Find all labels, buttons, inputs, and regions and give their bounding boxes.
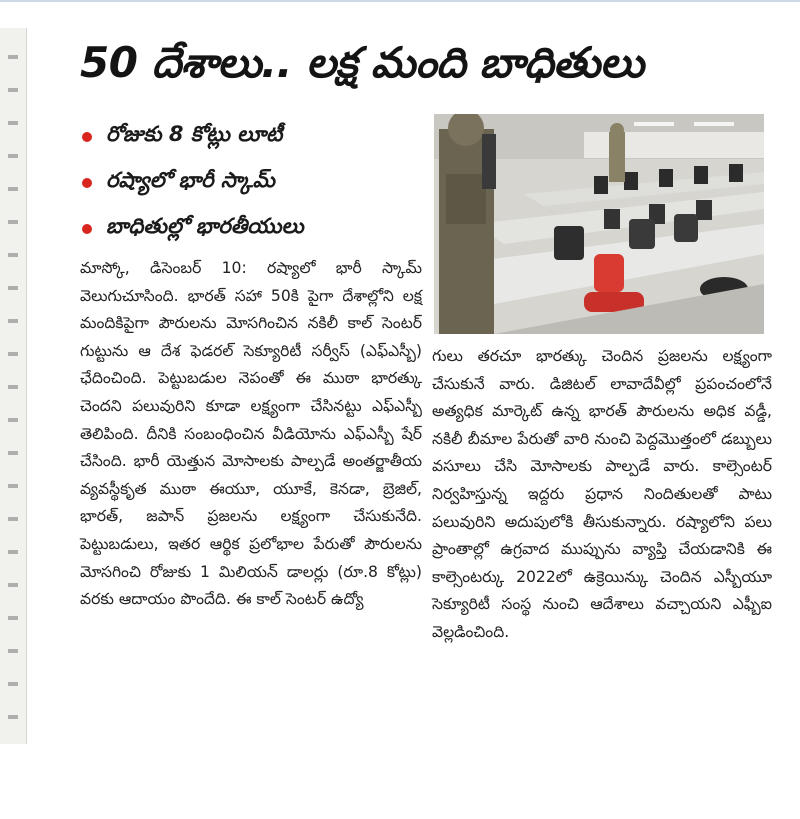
bullet-text: రోజుకు 8 కోట్లు లూటీ: [106, 122, 283, 146]
clipped-text-fragments: [8, 34, 18, 734]
bullet-item: [82, 114, 422, 160]
bullet-dot-icon: [82, 132, 92, 142]
article-body-right: గులు తరచూ భారత్కు చెందిన ప్రజలను లక్ష్యంగా చేసుకునే వారు. డిజిటల్ లావాదేవీల్లో ప్రపంచంలోనే అత్యధిక మార్కెట్ ఉన్న భారత్ పౌరులను అధిక వడ్డీ, నకిలీ బీమాల పేరుతో వారి నుంచి పెద్దమొత్తంలో డబ్బులు వసూలు చేసి మోసాలకు పాల్పడే వారు. కాల్సెంటర్ నిర్వహిస్తున్న ఇద్దరు ప్రధాన నిందితులతో పాటు పలువురిని అదుపులోకి తీసుకున్నారు. రష్యాలోని పలు ప్రాంతాల్లో ఉగ్రవాద ముప్పును వ్యాప్తి చేయడానికి ఈ కాల్సెంటర్కు 2022లో ఉక్రెయిన్కు చెందిన ఎస్బీయూ సెక్యూరిటీ సంస్థ నుంచి ఆదేశాలు వచ్చాయని ఎఫ్బీఐ వెల్లడించింది.: [432, 347, 772, 641]
bullet-item: [82, 160, 422, 206]
bullet-text: బాధితుల్లో భారతీయులు: [106, 214, 304, 238]
news-photo: [434, 114, 764, 334]
bullet-dot-icon: [82, 224, 92, 234]
headline: 50 దేశాలు.. లక్ష మంది బాధితులు: [80, 38, 644, 87]
adjacent-column-edge: [0, 28, 27, 744]
bullet-dot-icon: [82, 178, 92, 188]
article-body-left: మాస్కో, డిసెంబర్ 10: రష్యాలో భారీ స్కామ్ వెలుగుచూసింది. భారత్ సహా 50కి పైగా దేశాల్లోని లక్ష మందికిపైగా పౌరులను మోసగించిన నకిలీ కాల్ సెంటర్ గుట్టును ఆ దేశ ఫెడరల్ సెక్యూరిటీ సర్వీస్ (ఎఫ్ఎస్బీ) ఛేదించింది. పెట్టుబడుల నెపంతో ఈ ముఠా భారత్కు చెందని పలువురిని కూడా లక్ష్యంగా చేసినట్టు ఎఫ్ఎస్బీ తెలిపింది. దీనికి సంబంధించిన వీడియోను ఎఫ్ఎస్బీ షేర్ చేసింది. భారీ యెత్తున మోసాలకు పాల్పడే అంతర్జాతీయ వ్యవస్థీకృత ముఠా ఈయూ, యూకే, కెనడా, బ్రెజిల్, భారత్, జపాన్ ప్రజలను లక్ష్యంగా చేసుకునేది. పెట్టుబడులు, ఇతర ఆర్థిక ప్రలోభాల పేరుతో పౌరులను మోసగించి రోజుకు 1 మిలియన్ డాలర్లు (రూ.8 కోట్లు) వరకు ఆదాయం పొందేది. ఈ కాల్ సెంటర్ ఉద్యో: [80, 259, 422, 609]
call-center-raid-photo: [434, 114, 764, 334]
bullet-item: [82, 206, 422, 252]
highlight-bullets: [82, 114, 422, 252]
bullet-text: రష్యాలో భారీ స్కామ్: [106, 168, 275, 192]
top-rule: [0, 0, 800, 2]
